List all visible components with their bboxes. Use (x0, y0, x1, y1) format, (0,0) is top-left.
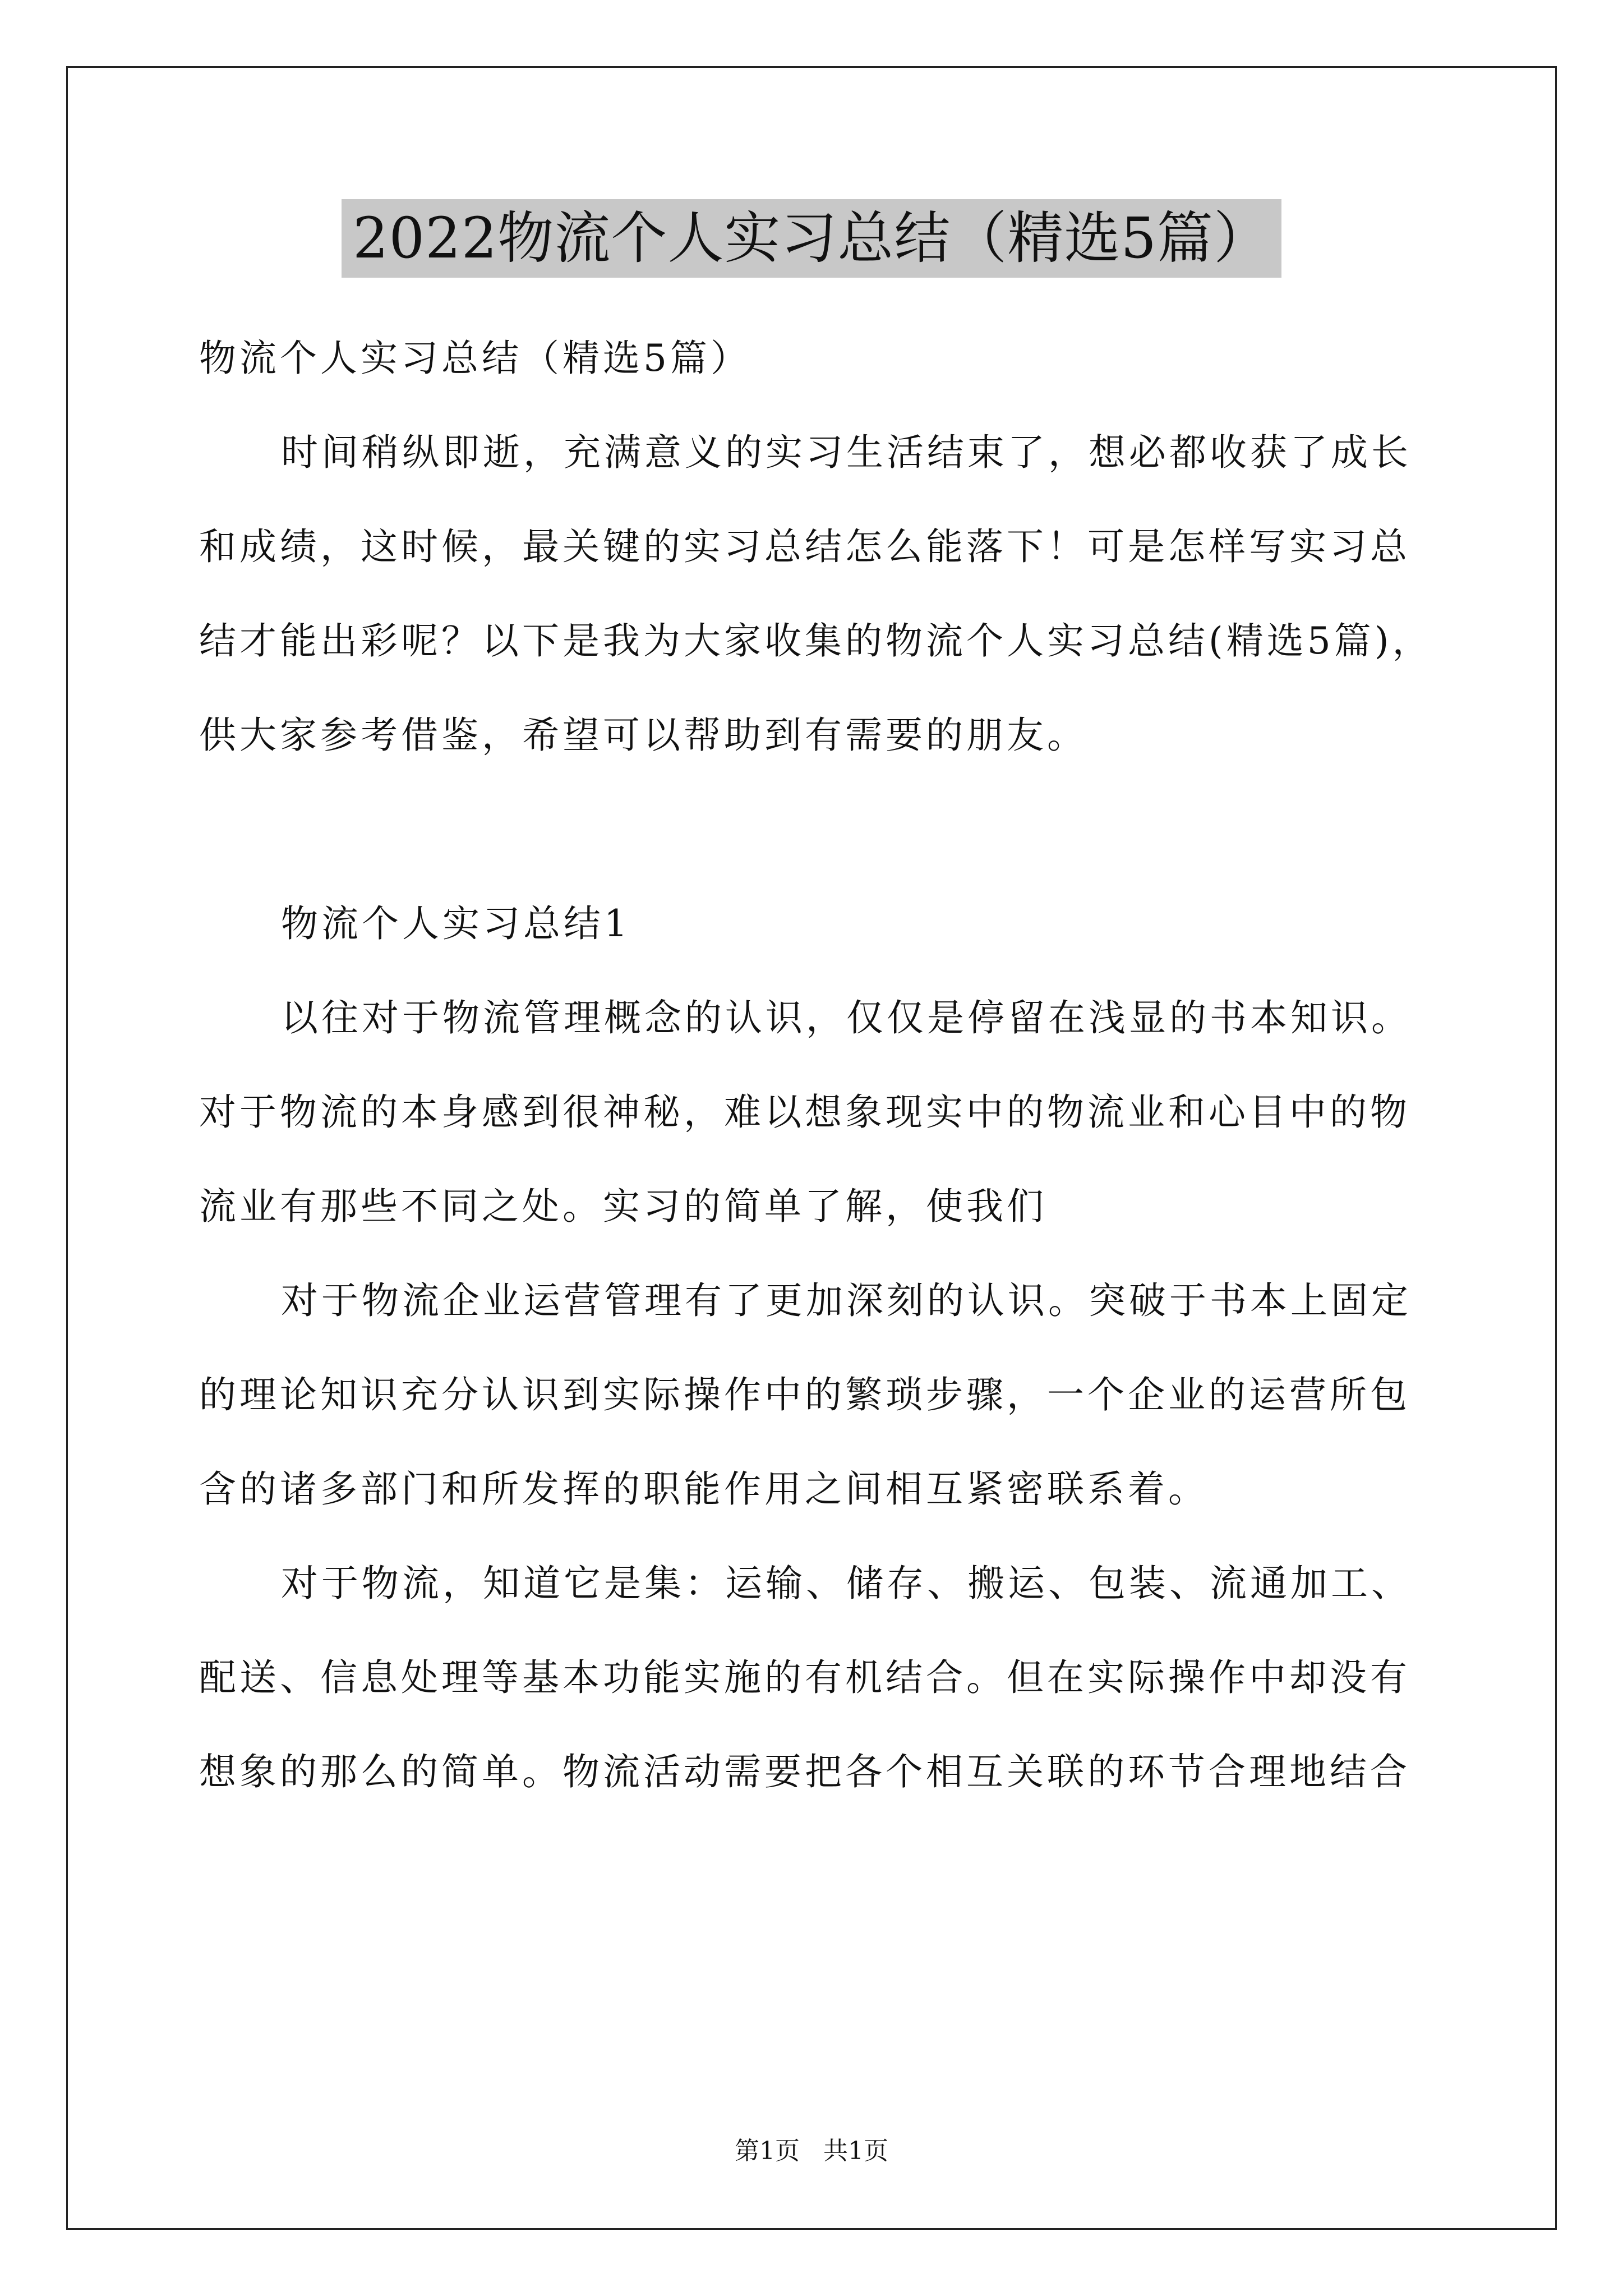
document-title: 2022物流个人实习总结（精选5篇） (342, 199, 1281, 278)
intro-line: 和成绩，这时候，最关键的实习总结怎么能落下！可是怎样写实习总 (199, 525, 1410, 568)
paragraph-line: 以往对于物流管理概念的认识，仅仅是停留在浅显的书本知识。 (281, 996, 1412, 1039)
paragraph-line: 含的诸多部门和所发挥的职能作用之间相互紧密联系着。 (199, 1467, 1209, 1511)
intro-line: 供大家参考借鉴，希望可以帮助到有需要的朋友。 (199, 714, 1087, 757)
title-container (0, 199, 1623, 278)
document-subtitle: 物流个人实习总结（精选5篇） (199, 337, 751, 380)
paragraph-line: 对于物流，知道它是集：运输、储存、搬运、包装、流通加工、 (281, 1562, 1412, 1605)
intro-line: 结才能出彩呢？以下是我为大家收集的物流个人实习总结(精选5篇)， (199, 619, 1433, 662)
paragraph-line: 想象的那么的简单。物流活动需要把各个相互关联的环节合理地结合 (199, 1750, 1410, 1793)
paragraph-line: 对于物流企业运营管理有了更加深刻的认识。突破于书本上固定 (281, 1279, 1412, 1322)
page-footer: 第1页 共1页 (735, 2137, 888, 2165)
document-body (199, 311, 1489, 1819)
section-heading: 物流个人实习总结1 (281, 902, 631, 945)
intro-line: 时间稍纵即逝，充满意义的实习生活结束了，想必都收获了成长 (281, 431, 1412, 474)
paragraph-line: 对于物流的本身感到很神秘，难以想象现实中的物流业和心目中的物 (199, 1091, 1410, 1134)
paragraph-line: 流业有那些不同之处。实习的简单了解，使我们 (199, 1185, 1047, 1228)
blank-line (199, 783, 1489, 877)
paragraph-line: 配送、信息处理等基本功能实施的有机结合。但在实际操作中却没有 (199, 1656, 1410, 1699)
paragraph-line: 的理论知识充分认识到实际操作中的繁琐步骤，一个企业的运营所包 (199, 1373, 1410, 1416)
